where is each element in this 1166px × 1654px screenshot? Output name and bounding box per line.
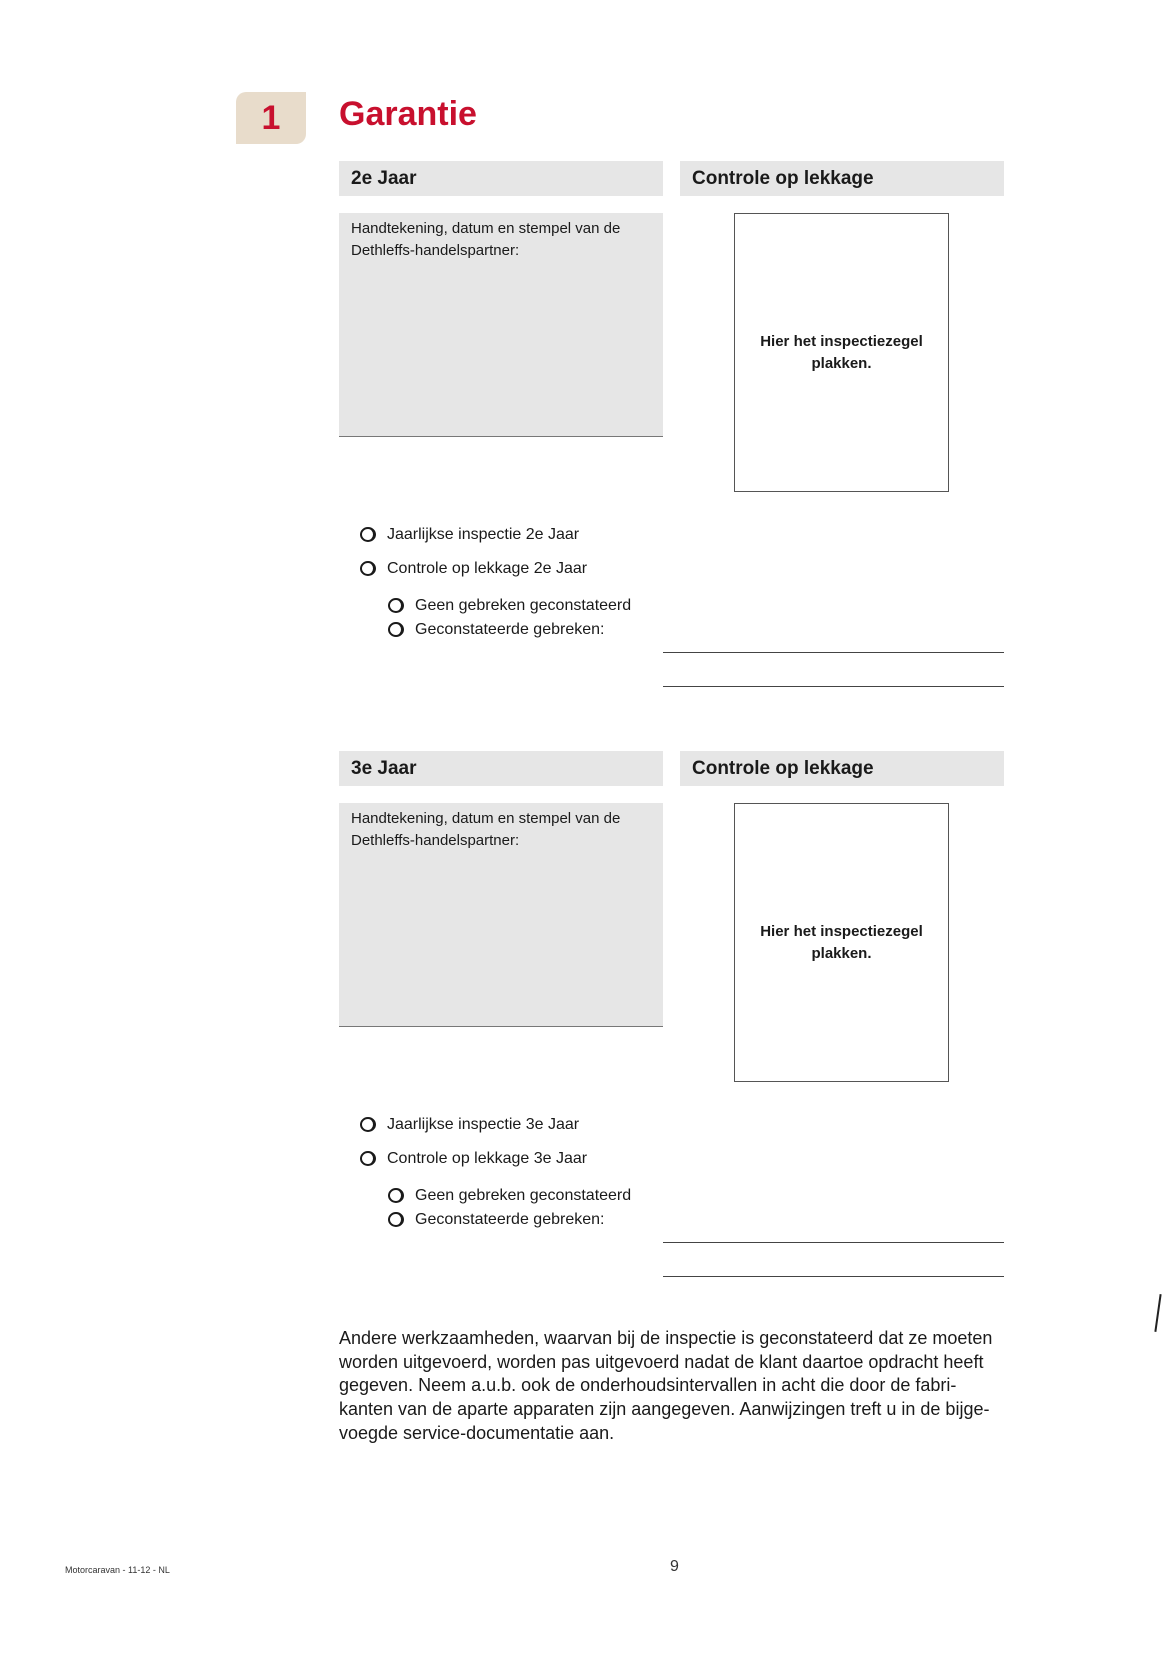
seal-label: Hier het inspectiezegel plakken. xyxy=(760,332,923,372)
checkbox-defects-found[interactable] xyxy=(415,620,604,640)
checkbox-label: Controle op lekkage 2e Jaar xyxy=(387,560,588,577)
leak-check-header: Controle op lekkage xyxy=(680,751,1004,786)
year-header: 3e Jaar xyxy=(339,751,663,786)
checkbox-label: Geconstateerde gebreken: xyxy=(415,621,605,638)
signature-label: Handtekening, datum en stempel van de Dethleffs-handelspartner: xyxy=(351,810,621,849)
year-header: 2e Jaar xyxy=(339,161,663,196)
body-paragraph: Andere werkzaamheden, waarvan bij de inspectie is geconstateerd dat ze moeten worden uitgevoerd, worden pas uitgevoerd nadat de klant daartoe opdracht heeft gegeven. Neem a.u.b. ook de onderhoudsintervallen in acht die door de fabri-kanten van de aparte apparaten zijn aangegeven. Aanwijzingen treft u in de bijge-voegde service-documentatie aan. xyxy=(339,1328,993,1443)
signature-stamp-field[interactable] xyxy=(339,213,663,437)
chapter-number-tab: 1 xyxy=(236,92,306,144)
signature-line xyxy=(339,436,663,437)
radio-circle-icon xyxy=(360,527,376,542)
defects-writing-line[interactable] xyxy=(663,1242,1004,1243)
radio-circle-icon xyxy=(360,1151,376,1166)
radio-circle-icon xyxy=(388,1188,404,1203)
checkbox-label: Jaarlijkse inspectie 3e Jaar xyxy=(387,1116,580,1133)
defects-writing-line[interactable] xyxy=(663,1276,1004,1277)
signature-label: Handtekening, datum en stempel van de Dethleffs-handelspartner: xyxy=(351,220,621,259)
radio-circle-icon xyxy=(388,1212,404,1227)
checkbox-annual-inspection[interactable] xyxy=(387,1115,579,1135)
signature-line xyxy=(339,1026,663,1027)
radio-circle-icon xyxy=(360,1117,376,1132)
seal-label: Hier het inspectiezegel plakken. xyxy=(760,922,923,962)
page-title: Garantie xyxy=(339,95,477,133)
checkbox-defects-found[interactable] xyxy=(415,1210,604,1230)
checkbox-label: Controle op lekkage 3e Jaar xyxy=(387,1150,588,1167)
checkbox-label: Jaarlijkse inspectie 2e Jaar xyxy=(387,526,580,543)
radio-circle-icon xyxy=(388,622,404,637)
inspection-section-year-3 xyxy=(339,751,1004,1311)
checkbox-label: Geen gebreken geconstateerd xyxy=(415,1187,632,1204)
signature-stamp-field[interactable] xyxy=(339,803,663,1027)
leak-check-header: Controle op lekkage xyxy=(680,161,1004,196)
page-number: 9 xyxy=(670,1558,679,1575)
defects-writing-line[interactable] xyxy=(663,686,1004,687)
checkbox-no-defects[interactable] xyxy=(415,1186,631,1206)
radio-circle-icon xyxy=(388,598,404,613)
document-code: Motorcaravan - 11-12 - NL xyxy=(65,1565,170,1575)
radio-circle-icon xyxy=(360,561,376,576)
inspection-section-year-2 xyxy=(339,161,1004,721)
defects-writing-line[interactable] xyxy=(663,652,1004,653)
checkbox-label: Geen gebreken geconstateerd xyxy=(415,597,632,614)
checkbox-leak-check[interactable] xyxy=(387,1149,587,1169)
inspection-seal-box xyxy=(734,213,949,492)
checkbox-annual-inspection[interactable] xyxy=(387,525,579,545)
checkbox-label: Geconstateerde gebreken: xyxy=(415,1211,605,1228)
checkbox-leak-check[interactable] xyxy=(387,559,587,579)
edge-mark xyxy=(1154,1294,1161,1332)
checkbox-no-defects[interactable] xyxy=(415,596,631,616)
inspection-seal-box xyxy=(734,803,949,1082)
